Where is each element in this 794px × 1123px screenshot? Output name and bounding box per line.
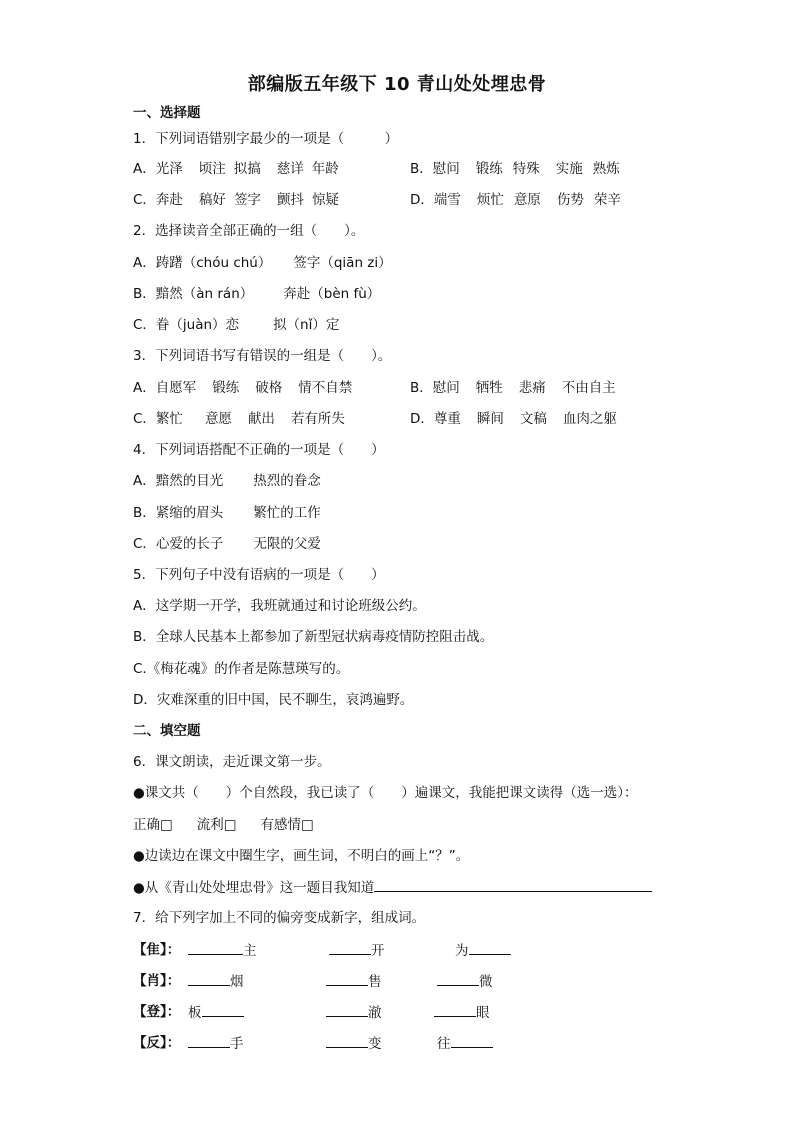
q7-row2-c: 微 (437, 971, 493, 992)
q7-row1-b: 开 (329, 940, 385, 961)
q4-option-a: A．黯然的目光 热烈的眷念 (133, 473, 321, 489)
q6-answer-blank[interactable] (374, 877, 652, 892)
blank[interactable] (326, 1002, 368, 1017)
q5-option-c: C.《梅花魂》的作者是陈慧瑛写的。 (133, 661, 350, 677)
blank[interactable] (188, 971, 230, 986)
q3-option-b: B．慰问 牺牲 悲痛 不由自主 (410, 380, 616, 396)
q7-row4-c: 往 (437, 1033, 493, 1054)
q2-option-b: B．黯然（àn rán） 奔赴（bèn fù） (133, 286, 381, 302)
blank[interactable] (451, 1033, 493, 1048)
q1-option-c: C．奔赴 稿好 签字 颤抖 惊疑 (133, 192, 339, 208)
q6-bullet-3: ●从《青山处处埋忠骨》这一题目我知道 (133, 877, 652, 898)
q4-option-c: C．心爱的长子 无限的父爱 (133, 536, 321, 552)
q7-row3-a: 板 (188, 1002, 244, 1023)
q2-option-c: C．眷（juàn）恋 拟（nǐ）定 (133, 317, 340, 333)
q7-row1-a: 主 (188, 940, 257, 961)
q7-row3-b: 澈 (326, 1002, 382, 1023)
blank[interactable] (329, 940, 371, 955)
q4-option-b: B．紧缩的眉头 繁忙的工作 (133, 505, 321, 521)
q6-option-correct[interactable]: 正确□ (133, 817, 173, 833)
q5-option-b: B．全球人民基本上都参加了新型冠状病毒疫情防控阻击战。 (133, 629, 494, 645)
q6-options (133, 815, 314, 835)
section-heading-fill: 二、填空题 (133, 723, 201, 739)
q1-stem: 1．下列词语错别字最少的一项是（ ） (133, 131, 399, 147)
q6-option-fluent[interactable]: 流利□ (196, 817, 237, 833)
q1-option-b: B．慰问 锻练 特殊 实施 熟炼 (410, 161, 620, 177)
q3-option-a: A．自愿军 锻练 破格 情不自禁 (133, 380, 353, 396)
blank[interactable] (434, 1002, 476, 1017)
q7-row2-a: 烟 (188, 971, 244, 992)
q7-row4-a: 手 (188, 1033, 244, 1054)
q3-option-c: C．繁忙 意愿 献出 若有所失 (133, 411, 345, 427)
q5-stem: 5．下列句子中没有语病的一项是（ ） (133, 567, 385, 583)
q7-row3-label: 【登】： (133, 1004, 181, 1020)
q2-stem: 2．选择读音全部正确的一组（ ）。 (133, 223, 365, 239)
blank[interactable] (326, 971, 368, 986)
q5-option-a: A．这学期一开学，我班就通过和讨论班级公约。 (133, 598, 426, 614)
blank[interactable] (188, 940, 243, 955)
q3-option-d: D．尊重 瞬间 文稿 血肉之躯 (410, 411, 617, 427)
blank[interactable] (202, 1002, 244, 1017)
q6-bullet-2: ●边读边在课文中圈生字，画生词，不明白的画上“？”。 (133, 848, 470, 864)
section-heading-choice: 一、选择题 (133, 105, 201, 121)
blank[interactable] (437, 971, 479, 986)
page-title: 部编版五年级下 10 青山处处埋忠骨 (247, 74, 547, 95)
blank[interactable] (188, 1033, 230, 1048)
q3-stem: 3．下列词语书写有错误的一组是（ ）。 (133, 348, 392, 364)
q6-bullet-1: ●课文共（ ）个自然段，我已读了（ ）遍课文，我能把课文读得（选一选）： (133, 785, 638, 801)
q7-row4-b: 变 (326, 1033, 382, 1054)
q2-option-a: A．踌躇（chóu chú） 签字（qiān zi） (133, 255, 392, 271)
q7-row1-label: 【隹】： (133, 942, 181, 958)
q5-option-d: D．灾难深重的旧中国，民不聊生，哀鸿遍野。 (133, 692, 414, 708)
blank[interactable] (469, 940, 511, 955)
q4-stem: 4．下列词语搭配不正确的一项是（ ） (133, 442, 385, 458)
q1-option-a: A．光泽 顷注 拟搞 慈详 年龄 (133, 161, 339, 177)
blank[interactable] (326, 1033, 368, 1048)
q1-option-d: D．端雪 烦忙 意原 伤势 荣辛 (410, 192, 621, 208)
q7-row1-c: 为 (455, 940, 511, 961)
q7-row4-label: 【反】： (133, 1035, 181, 1051)
q6-option-emotion[interactable]: 有感情□ (260, 817, 314, 833)
q6-stem: 6．课文朗读，走近课文第一步。 (133, 754, 331, 770)
q7-stem: 7．给下列字加上不同的偏旁变成新字，组成词。 (133, 910, 426, 926)
q7-row3-c: 眼 (434, 1002, 490, 1023)
q7-row2-label: 【肖】： (133, 973, 181, 989)
q7-row2-b: 售 (326, 971, 382, 992)
